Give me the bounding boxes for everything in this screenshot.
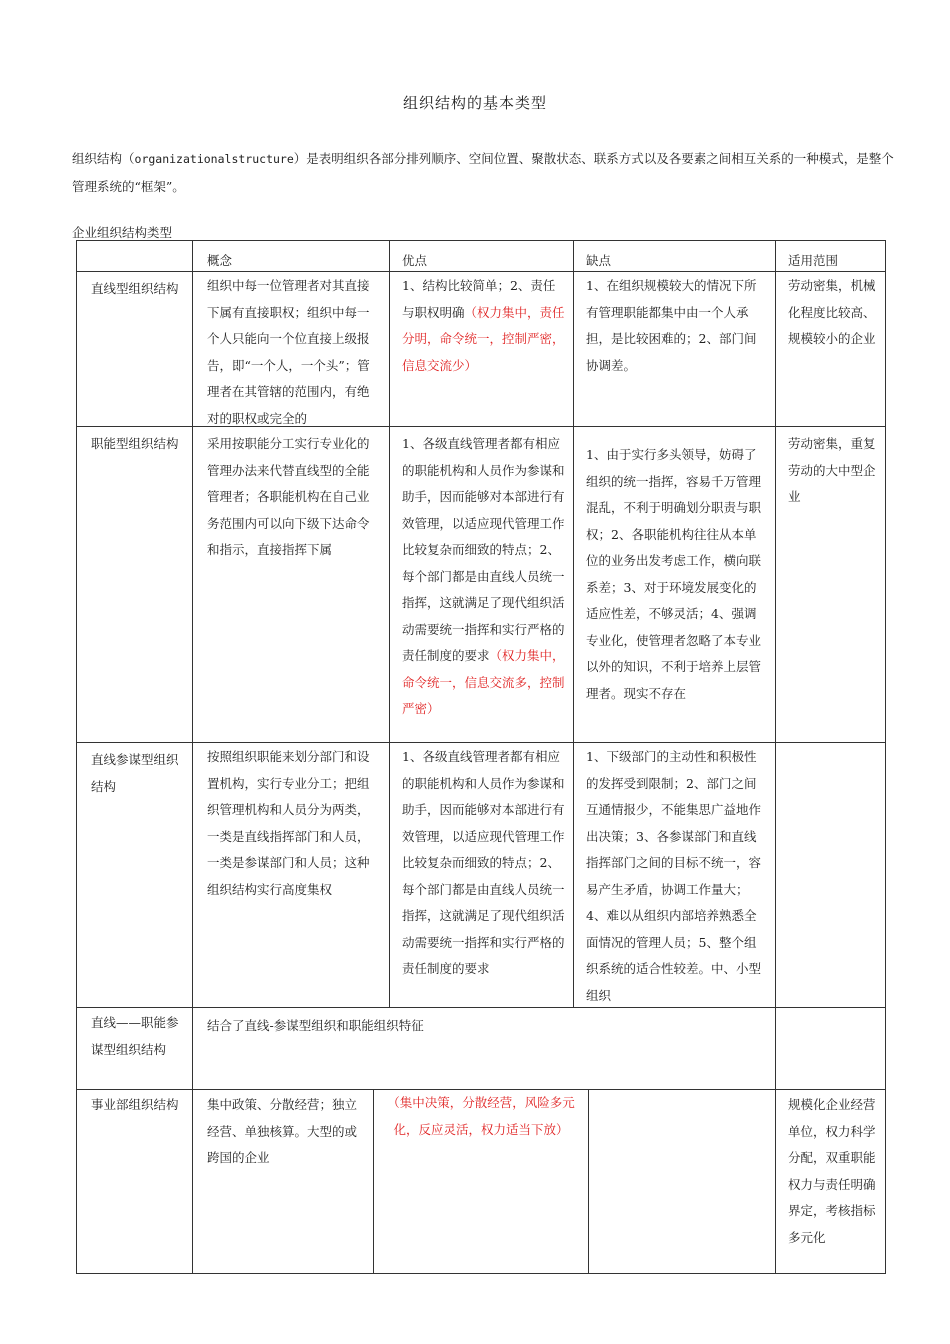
header-scope: 适用范围 [776, 241, 886, 272]
intro-term: organizationalstructure [134, 152, 294, 166]
table-row-4-scope [776, 1008, 886, 1090]
header-cell-empty [77, 241, 193, 272]
table-row-5-pros: （集中决策，分散经营，风险多元化，反应灵活，权力适当下放） [374, 1090, 589, 1274]
table-row-3-concept: 按照组织职能来划分部门和设置机构，实行专业分工；把组织管理机构和人员分为两类，一类是直线指挥部门和人员，一类是参谋部门和人员；这种组织结构实行高度集权 [193, 743, 390, 1008]
org-structure-table [76, 240, 886, 1274]
header-cons: 缺点 [574, 241, 776, 272]
table-row-3-type: 直线参谋型组织结构 [77, 743, 193, 1008]
table-row-2-scope: 劳动密集，重复劳动的大中型企业 [776, 427, 886, 743]
intro-paragraph [72, 145, 902, 200]
table-row-2-pros-text: 1、各级直线管理者都有相应的职能机构和人员作为参谋和助手，因而能够对本部进行有效管理，以适应现代管理工作比较复杂而细致的特点；2、每个部门都是由直线人员统一指挥，这就满足了现代组织活动需要统一指挥和实行严格的责任制度的要求 [402, 436, 565, 663]
table-row-5-concept: 集中政策、分散经营；独立经营、单独核算。大型的或跨国的企业 [193, 1090, 374, 1274]
table-row-2-type: 职能型组织结构 [77, 427, 193, 743]
table-row-5-type: 事业部组织结构 [77, 1090, 193, 1274]
table-row-4-concept: 结合了直线-参谋型组织和职能组织特征 [193, 1008, 776, 1090]
table-row-5-scope: 规模化企业经营单位，权力科学分配，双重职能权力与责任明确界定，考核指标多元化 [776, 1090, 886, 1274]
table-row-3-pros: 1、各级直线管理者都有相应的职能机构和人员作为参谋和助手，因而能够对本部进行有效管理，以适应现代管理工作比较复杂而细致的特点；2、每个部门都是由直线人员统一指挥，这就满足了现代组织活动需要统一指挥和实行严格的责任制度的要求 [390, 743, 574, 1008]
table-row-2-cons: 1、由于实行多头领导，妨碍了组织的统一指挥，容易千万管理混乱，不利于明确划分职责与职权；2、各职能机构往往从本单位的业务出发考虑工作，横向联系差；3、对于环境发展变化的适应性差，不够灵活；4、强调专业化，使管理者忽略了本专业以外的知识，不利于培养上层管理者。现实不存在 [574, 427, 776, 743]
page-title: 组织结构的基本类型 [402, 94, 547, 112]
table-row-2-pros-note: （权力集中，命令统一，信息交流多，控制严密） [402, 648, 565, 716]
table-row-2-concept: 采用按职能分工实行专业化的管理办法来代替直线型的全能管理者；各职能机构在自己业务范围内可以向下级下达命令和指示，直接指挥下属 [193, 427, 390, 743]
table-row-1-concept: 组织中每一位管理者对其直接下属有直接职权；组织中每一个人只能向一个位直接上级报告，即“一个人，一个头”；管理者在其管辖的范围内，有绝对的职权或完全的 [193, 272, 390, 427]
table-row-5-cons [589, 1090, 776, 1274]
header-concept: 概念 [193, 241, 390, 272]
table-row-1-pros [390, 272, 574, 427]
intro-prefix: 组织结构（ [72, 151, 135, 166]
table-row-4-type: 直线——职能参谋型组织结构 [77, 1008, 193, 1090]
table-row-1-pros-note: （权力集中，责任分明，命令统一，控制严密，信息交流少） [402, 304, 565, 373]
table-row-1-scope: 劳动密集，机械化程度比较高、规模较小的企业 [776, 272, 886, 427]
table-row-1-pros-text: 1、结构比较简单；2、责任与职权明确 [402, 278, 556, 320]
table-row-2-pros [390, 427, 574, 743]
table-row-1-type: 直线型组织结构 [77, 272, 193, 427]
intro-suffix: ）是表明组织各部分排列顺序、空间位置、聚散状态、联系方式以及各要素之间相互关系的一种模式，是整个管理系统的“框架”。 [72, 151, 894, 194]
header-pros: 优点 [390, 241, 574, 272]
table-caption: 企业组织结构类型 [72, 225, 173, 240]
table-row-3-scope [776, 743, 886, 1008]
table-row-3-cons: 1、下级部门的主动性和积极性的发挥受到限制；2、部门之间互通情报少，不能集思广益地作出决策；3、各参谋部门和直线指挥部门之间的目标不统一，容易产生矛盾，协调工作量大；4、难以从组织内部培养熟悉全面情况的管理人员；5、整个组织系统的适合性较差。中、小型组织 [574, 743, 776, 1008]
table-row-1-cons: 1、在组织规模较大的情况下所有管理职能都集中由一个人承担，是比较困难的；2、部门间协调差。 [574, 272, 776, 427]
